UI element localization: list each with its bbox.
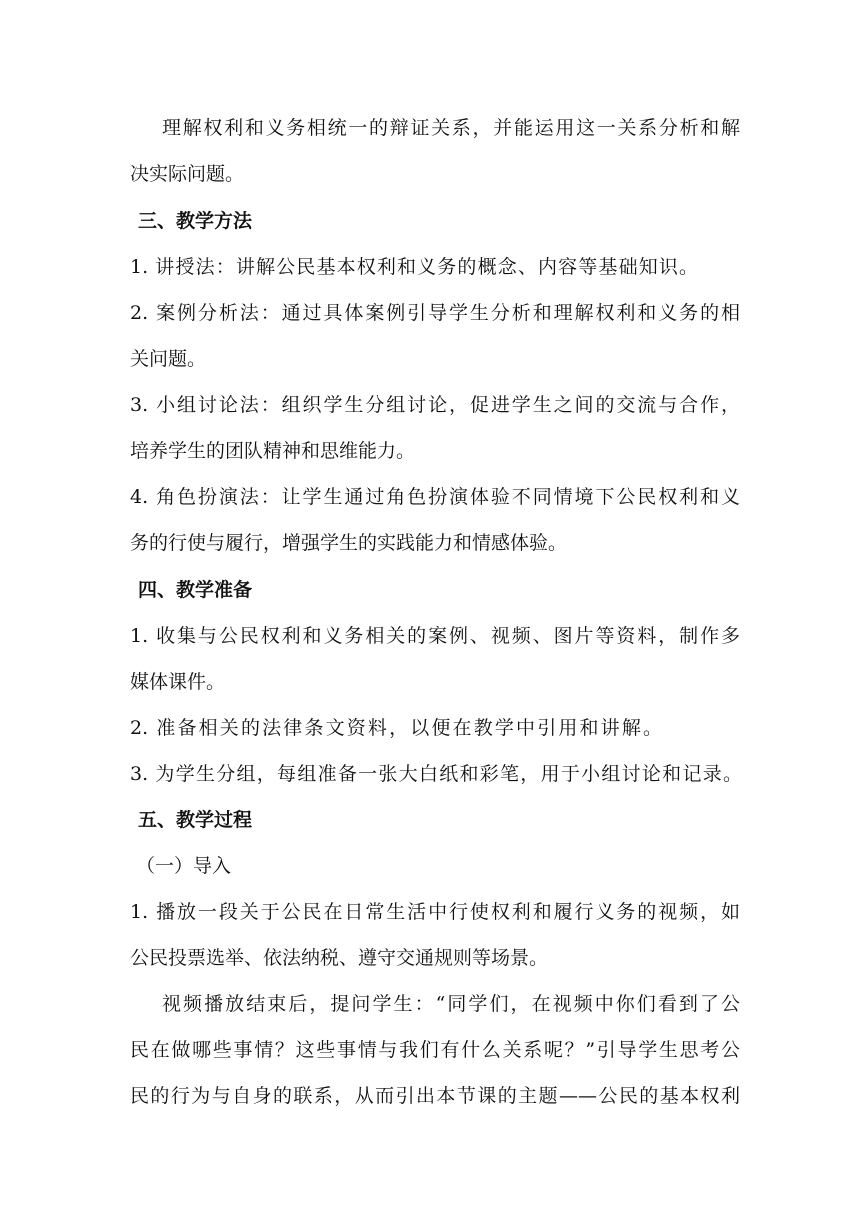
list-item-continued: 务的行使与履行，增强学生的实践能力和情感体验。 [130,532,568,554]
section-heading: 三、教学方法 [138,210,253,232]
list-item: 3. 小组讨论法：组织学生分组讨论，促进学生之间的交流与合作， [130,394,740,416]
paragraph-line: 理解权利和义务相统一的辩证关系，并能运用这一关系分析和解 [162,117,740,139]
paragraph-line: 视频播放结束后，提问学生：“同学们，在视频中你们看到了公 [162,993,740,1015]
paragraph-line: 民在做哪些事情？这些事情与我们有什么关系呢？”引导学生思考公 [130,1039,740,1061]
paragraph-line: 民的行为与自身的联系，从而引出本节课的主题——公民的基本权利 [130,1085,740,1107]
list-item-continued: 培养学生的团队精神和思维能力。 [130,440,416,462]
list-item-continued: 关问题。 [130,348,207,370]
subsection-heading: （一）导入 [136,855,232,877]
paragraph-line: 决实际问题。 [130,163,245,185]
list-item: 3. 为学生分组，每组准备一张大白纸和彩笔，用于小组讨论和记录。 [130,763,742,785]
list-item: 1. 讲授法：讲解公民基本权利和义务的概念、内容等基础知识。 [130,256,698,278]
list-item-continued: 媒体课件。 [130,671,226,693]
list-item: 4. 角色扮演法：让学生通过角色扮演体验不同情境下公民权利和义 [130,486,740,508]
section-heading: 四、教学准备 [138,579,253,601]
list-item-continued: 公民投票选举、依法纳税、遵守交通规则等场景。 [130,947,549,969]
list-item: 2. 案例分析法：通过具体案例引导学生分析和理解权利和义务的相 [130,302,740,324]
list-item: 1. 收集与公民权利和义务相关的案例、视频、图片等资料，制作多 [130,625,740,647]
list-item: 2. 准备相关的法律条文资料，以便在教学中引用和讲解。 [130,717,662,739]
section-heading: 五、教学过程 [138,809,253,831]
list-item: 1. 播放一段关于公民在日常生活中行使权利和履行义务的视频，如 [130,901,740,923]
